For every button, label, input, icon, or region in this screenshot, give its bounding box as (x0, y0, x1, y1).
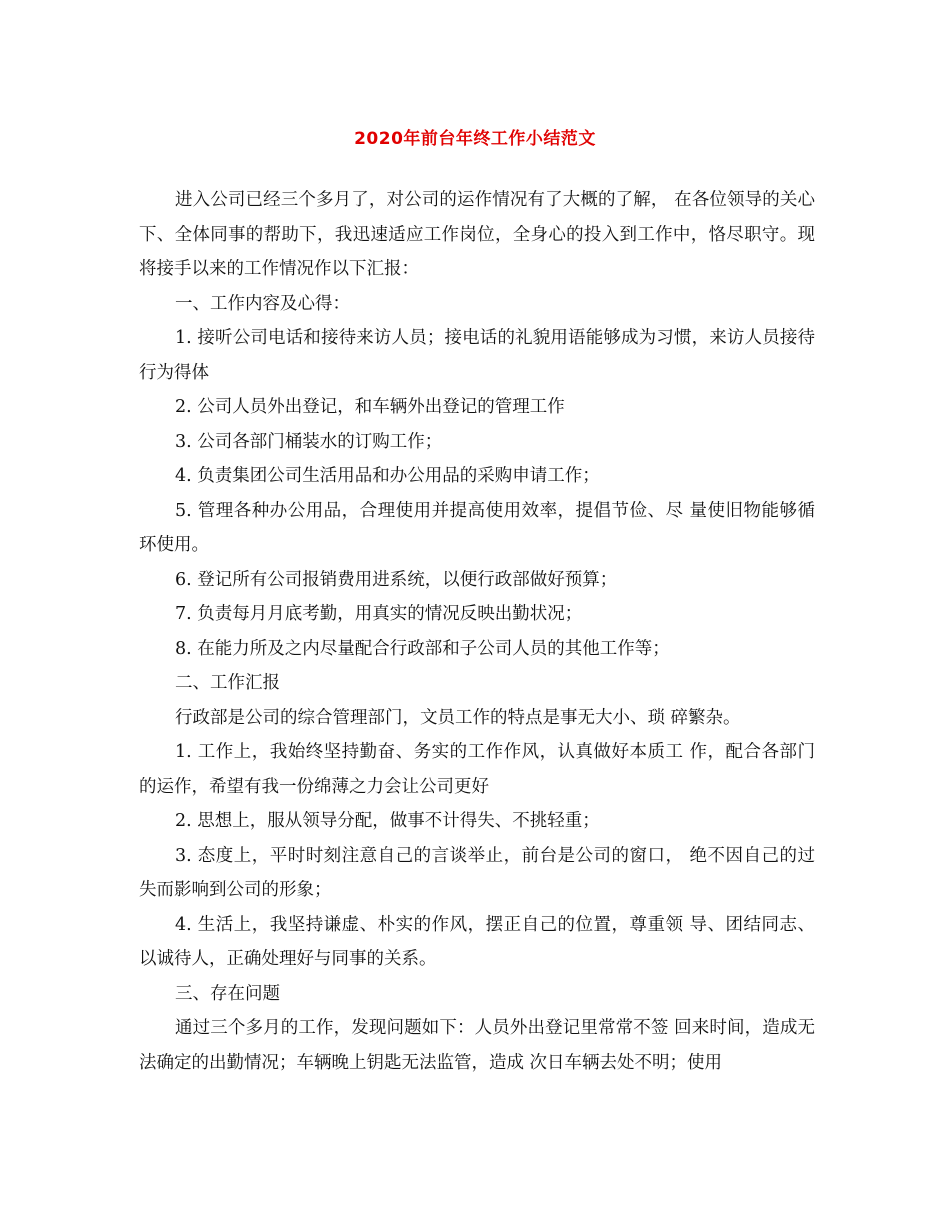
list-item: 1. 工作上，我始终坚持勤奋、务实的工作作风，认真做好本质工 作，配合各部门的运作，希望有我一份绵薄之力会让公司更好 (139, 742, 815, 797)
list-item: 3. 态度上，平时时刻注意自己的言谈举止，前台是公司的窗口， 绝不因自己的过失而影响到公司的形象； (139, 845, 815, 900)
list-item: 2. 思想上，服从领导分配，做事不计得失、不挑轻重； (175, 811, 600, 831)
list-item: 3. 公司各部门桶装水的订购工作； (175, 431, 443, 452)
section-heading-work-content: 一、工作内容及心得： (175, 293, 350, 314)
list-item: 4. 负责集团公司生活用品和办公用品的采购申请工作； (175, 466, 600, 486)
paragraph-intro: 进入公司已经三个多月了，对公司的运作情况有了大概的了解， 在各位领导的关心下、全体同事的帮助下，我迅速适应工作岗位，全身心的投入到工作中，恪尽职守。现将接手以来的工作情况作以下汇报： (139, 190, 815, 279)
list-item: 6. 登记所有公司报销费用进系统，以便行政部做好预算； (175, 569, 618, 590)
paragraph-admin: 行政部是公司的综合管理部门，文员工作的特点是事无大小、琐 碎繁杂。 (175, 707, 741, 728)
list-item: 4. 生活上，我坚持谦虚、朴实的作风，摆正自己的位置，尊重领 导、团结同志、以诚待人，正确处理好与同事的关系。 (139, 914, 815, 969)
document-body (139, 183, 815, 1080)
section-heading-problems: 三、存在问题 (175, 983, 280, 1004)
list-item: 2. 公司人员外出登记，和车辆外出登记的管理工作 (175, 397, 565, 417)
list-item: 5. 管理各种办公用品，合理使用并提高使用效率，提倡节俭、尽 量使旧物能够循环使用。 (139, 500, 815, 555)
section-heading-work-report: 二、工作汇报 (175, 673, 280, 693)
list-item: 8. 在能力所及之内尽量配合行政部和子公司人员的其他工作等； (175, 638, 670, 659)
document-title: 2020年前台年终工作小结范文 (354, 129, 596, 149)
list-item: 7. 负责每月月底考勤，用真实的情况反映出勤状况； (175, 604, 583, 624)
list-item: 1. 接听公司电话和接待来访人员；接电话的礼貌用语能够成为习惯，来访人员接待行为得体 (139, 328, 815, 383)
paragraph-problems: 通过三个多月的工作，发现问题如下：人员外出登记里常常不签 回来时间，造成无法确定的出勤情况；车辆晚上钥匙无法监管，造成 次日车辆去处不明；使用 (139, 1018, 815, 1073)
